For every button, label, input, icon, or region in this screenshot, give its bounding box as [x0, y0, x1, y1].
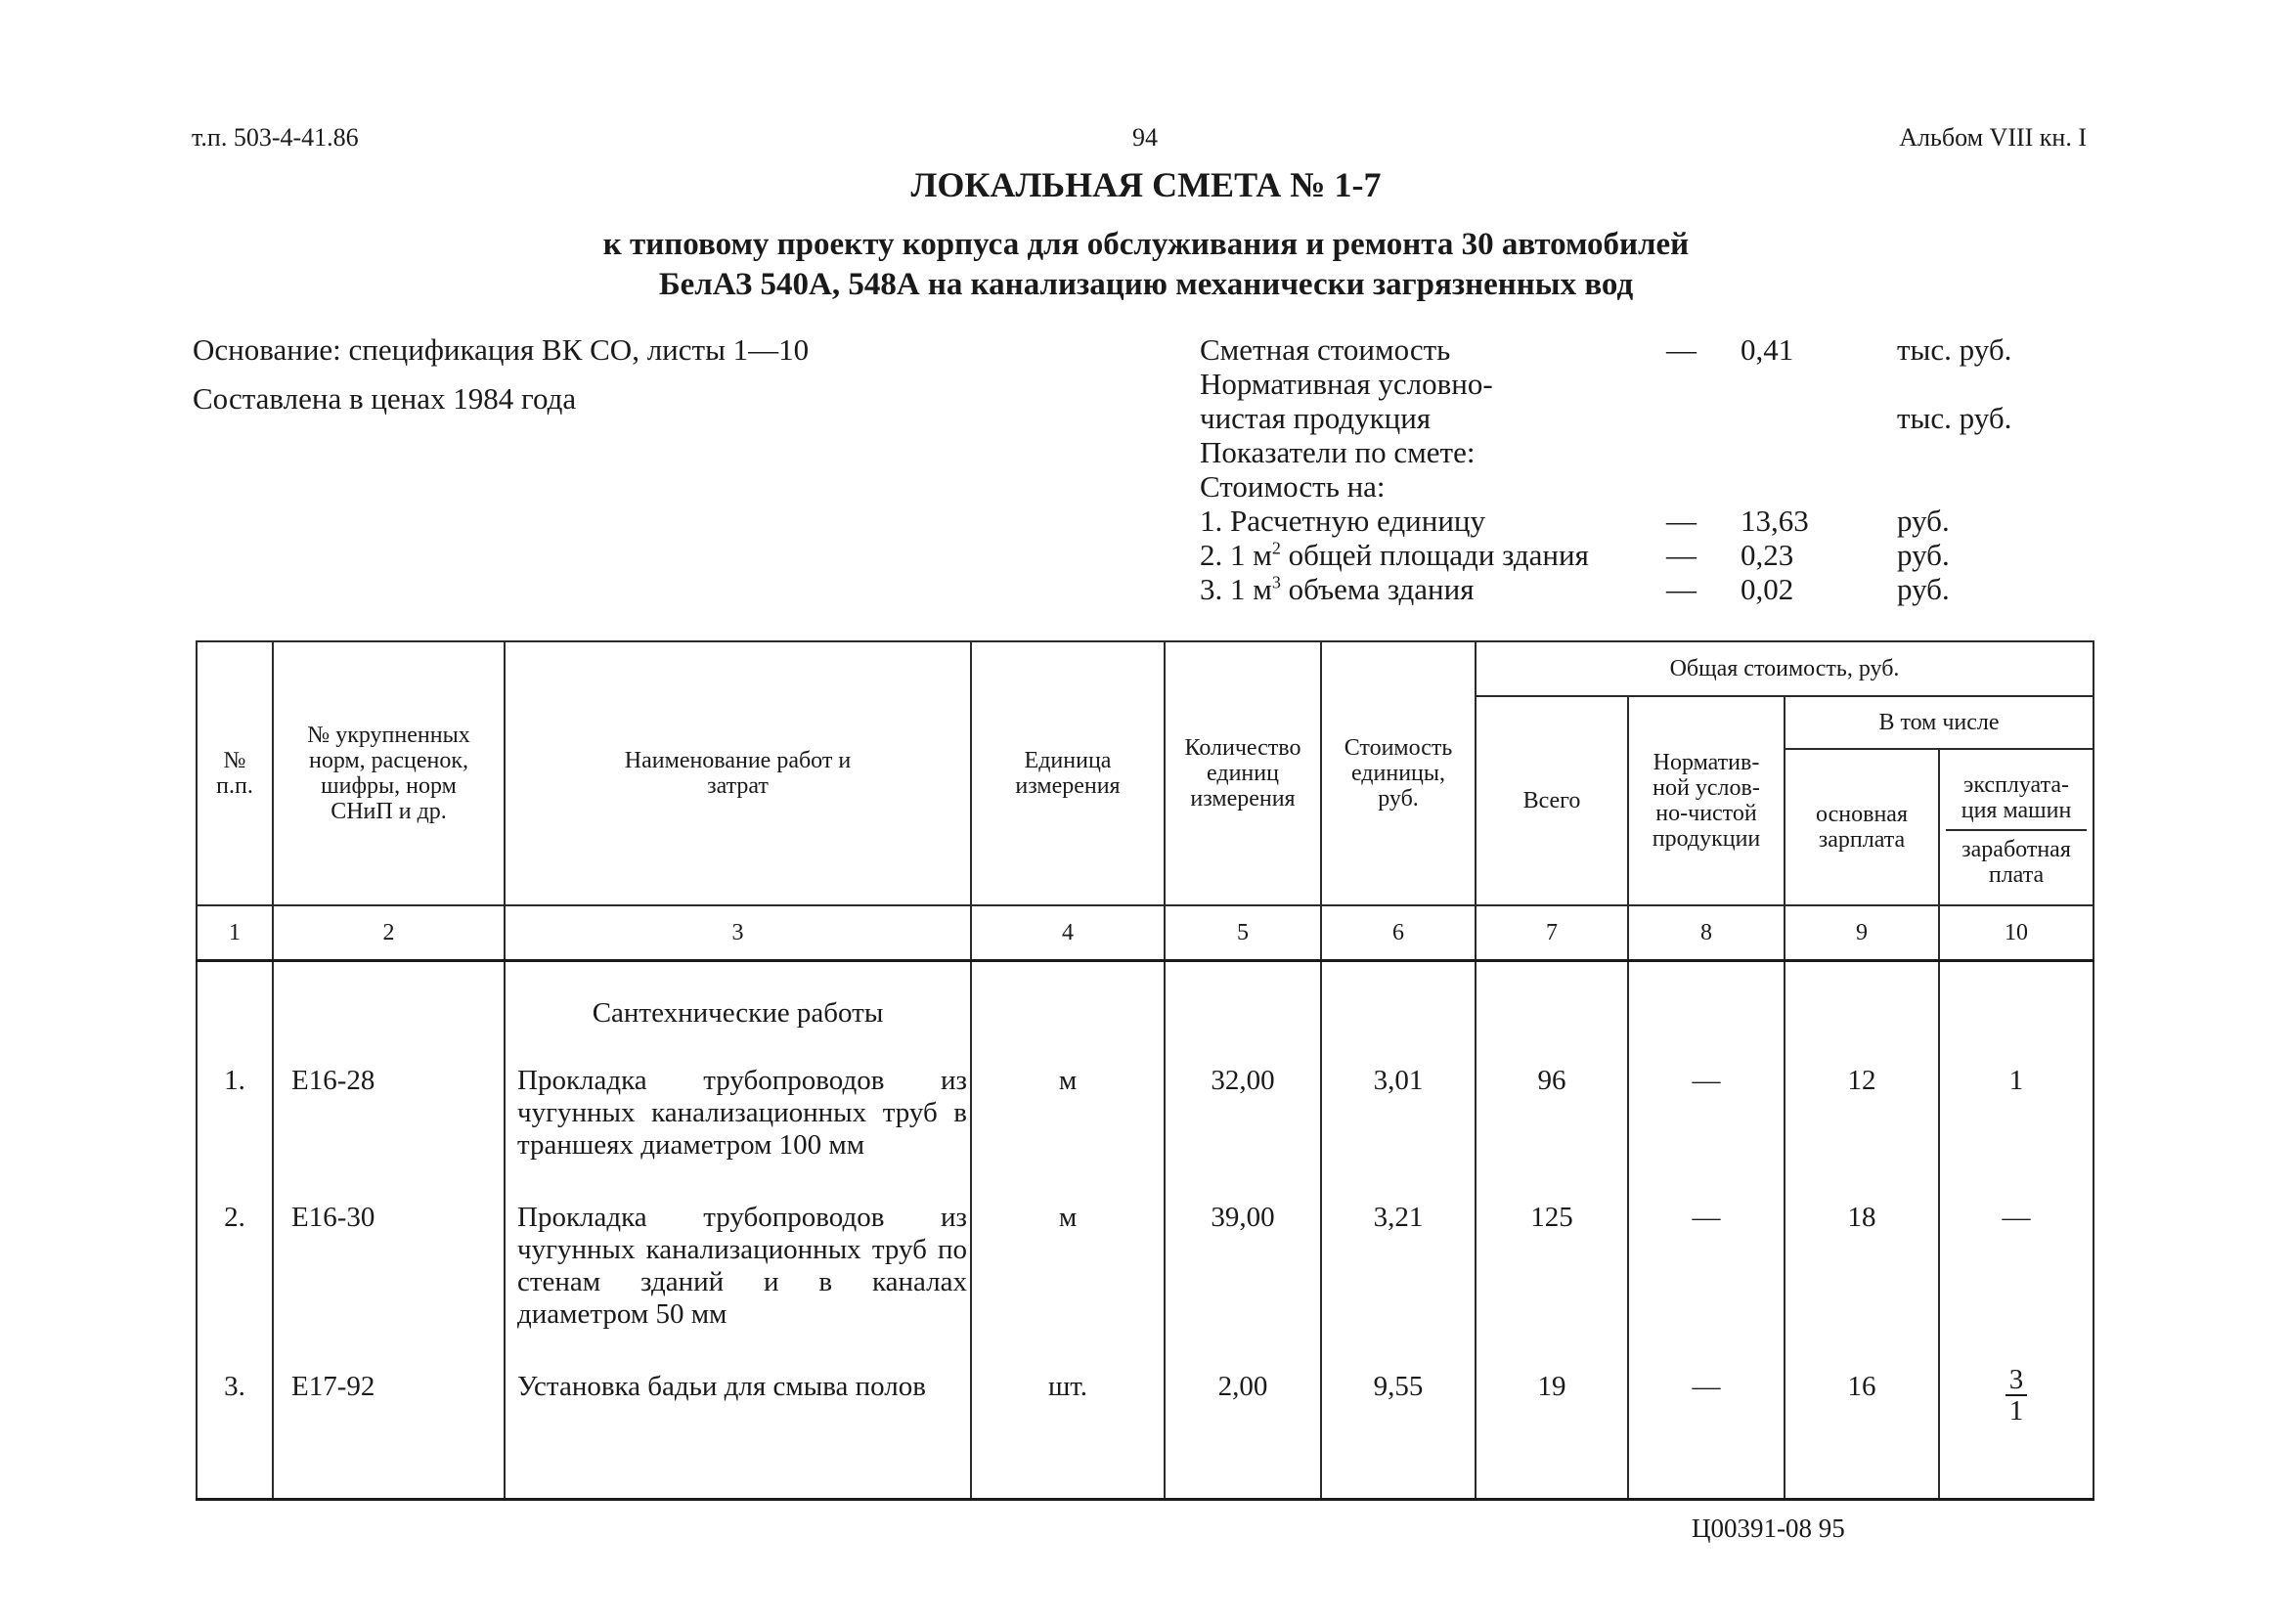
header-incl: В том числе [1785, 696, 2094, 749]
row-machines: 1 [2008, 1065, 2024, 1096]
row-machines: — [2002, 1202, 2031, 1233]
cost-value: 0,41 [1741, 332, 1794, 367]
header-machines-cell [1939, 749, 2094, 905]
header-no: № п.п. [197, 641, 273, 905]
row-total: 125 [1530, 1202, 1573, 1233]
col-number: 9 [1785, 905, 1939, 961]
section-title: Сантехнические работы [592, 997, 884, 1029]
indicators-label: Показатели по смете: [1200, 435, 1476, 469]
doc-subtitle-line1: к типовому проекту корпуса для обслуживания и ремонта 30 автомобилей [602, 227, 1690, 262]
fraction-numerator: 3 [2006, 1365, 2028, 1396]
header-total: Всего [1476, 696, 1628, 905]
row-qty: 2,00 [1217, 1371, 1268, 1402]
page-number: 94 [1132, 123, 1158, 152]
row-norm: — [1692, 1202, 1721, 1233]
doc-code: т.п. 503-4-41.86 [192, 123, 359, 152]
row-price: 3,01 [1373, 1065, 1424, 1096]
header-name: Наименование работ и затрат [505, 641, 971, 905]
row-machines-fraction [1940, 1365, 2093, 1426]
col-machines-body [1939, 961, 2094, 1500]
col-number: 8 [1628, 905, 1785, 961]
col-number: 3 [505, 905, 971, 961]
norm-label-line1: Нормативная условно- [1200, 367, 1493, 401]
row-norm: — [1692, 1065, 1721, 1096]
indicator-label: 1. Расчетную единицу [1200, 504, 1486, 538]
col-code-body [273, 961, 505, 1500]
row-no: 2. [224, 1202, 245, 1233]
col-price-body [1321, 961, 1476, 1500]
indicator-value: 13,63 [1741, 504, 1809, 538]
doc-title: ЛОКАЛЬНАЯ СМЕТА № 1-7 [910, 165, 1382, 204]
cost-label: Сметная стоимость [1200, 332, 1451, 367]
row-no: 1. [224, 1065, 245, 1096]
row-wage: 16 [1847, 1371, 1876, 1402]
row-no: 3. [224, 1371, 245, 1402]
col-total-body [1476, 961, 1628, 1500]
estimate-table [196, 640, 2094, 1501]
col-number: 7 [1476, 905, 1628, 961]
indicator-value: 0,23 [1741, 538, 1794, 572]
row-code: Е17-92 [291, 1371, 375, 1402]
cost-dash: — [1666, 332, 1697, 367]
row-code: Е16-30 [291, 1202, 375, 1233]
row-wage: 18 [1847, 1202, 1876, 1233]
album-label: Альбом VIII кн. I [1899, 123, 2087, 152]
header-norms: № укрупненных норм, расценок, шифры, норм СНиП и др. [273, 641, 505, 905]
col-number: 10 [1939, 905, 2094, 961]
col-no-body [197, 961, 273, 1500]
col-unit-body [971, 961, 1165, 1500]
cost-unit: тыс. руб. [1897, 332, 2012, 367]
prices-text: Составлена в ценах 1984 года [193, 381, 577, 416]
fraction [2006, 1365, 2028, 1426]
row-qty: 32,00 [1211, 1065, 1275, 1096]
indicator-dash: — [1666, 504, 1697, 538]
indicator-dash: — [1666, 572, 1697, 606]
footer-code: Ц00391-08 95 [1692, 1514, 1845, 1543]
norm-label-line2: чистая продукция [1200, 401, 1432, 435]
indicator-unit: руб. [1897, 504, 1950, 538]
row-code: Е16-28 [291, 1065, 375, 1096]
col-number: 4 [971, 905, 1165, 961]
row-price: 3,21 [1373, 1202, 1424, 1233]
row-norm: — [1692, 1371, 1721, 1402]
header-unit: Единица измерения [971, 641, 1165, 905]
col-qty-body [1165, 961, 1321, 1500]
indicator-label: 2. 1 $м^2$ общей площади здания [1200, 538, 1589, 572]
row-name: Прокладка трубопроводов из чугунных канализационных труб по стенам зданий и в каналах диаметром 50 мм [517, 1202, 967, 1330]
col-wage-body [1785, 961, 1939, 1500]
row-total: 19 [1537, 1371, 1566, 1402]
row-unit: м [1058, 1202, 1078, 1233]
row-name: Прокладка трубопроводов из чугунных канализационных труб в траншеях диаметром 100 мм [517, 1065, 967, 1161]
indicator-unit: руб. [1897, 538, 1950, 572]
doc-subtitle-line2: БелАЗ 540А, 548А на канализацию механически загрязненных вод [658, 267, 1634, 302]
header-total-group: Общая стоимость, руб. [1476, 641, 2094, 696]
fraction-denominator: 1 [2008, 1395, 2024, 1426]
header-unit-cost: Стоимость единицы, руб. [1321, 641, 1476, 905]
row-unit: м [1058, 1065, 1078, 1096]
header-wage: основная зарплата [1785, 749, 1939, 905]
col-number: 6 [1321, 905, 1476, 961]
row-wage: 12 [1847, 1065, 1876, 1096]
col-number: 2 [273, 905, 505, 961]
cost-on-label: Стоимость на: [1200, 469, 1386, 504]
indicator-unit: руб. [1897, 572, 1950, 606]
row-unit: шт. [1047, 1371, 1088, 1402]
row-price: 9,55 [1373, 1371, 1424, 1402]
indicator-label: 3. 1 $м^3$ объема здания [1200, 572, 1475, 606]
indicator-dash: — [1666, 538, 1697, 572]
header-norm-net: Норматив-ной услов-но-чистой продукции [1628, 696, 1785, 905]
header-machines-wage: заработная плата [1961, 837, 2071, 888]
col-number: 1 [197, 905, 273, 961]
indicator-value: 0,02 [1741, 572, 1794, 606]
col-norm-body [1628, 961, 1785, 1500]
row-qty: 39,00 [1211, 1202, 1275, 1233]
header-qty: Количество единиц измерения [1165, 641, 1321, 905]
col-number: 5 [1165, 905, 1321, 961]
norm-unit: тыс. руб. [1897, 401, 2012, 435]
row-total: 96 [1537, 1065, 1566, 1096]
row-name: Установка бадьи для смыва полов [517, 1371, 926, 1402]
col-name-body [505, 961, 971, 1500]
basis-text: Основание: спецификация ВК СО, листы 1—10 [193, 332, 810, 367]
header-machines: эксплуата-ция машин [1961, 772, 2072, 823]
